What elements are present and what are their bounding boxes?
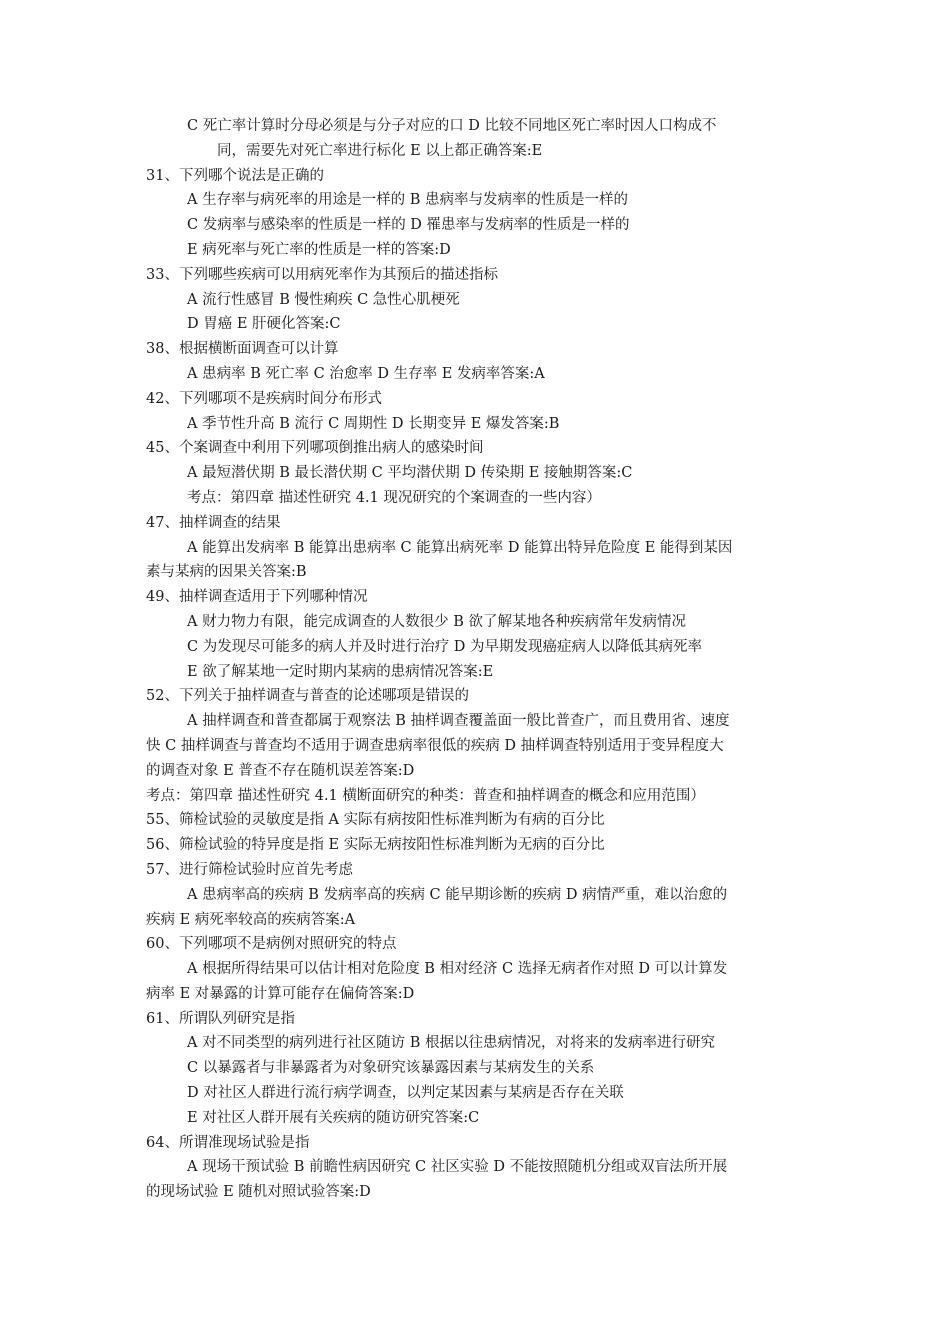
text-line: 同，需要先对死亡率进行标化 E 以上都正确答案:E bbox=[217, 142, 543, 159]
question-heading: 45、个案调查中利用下列哪项倒推出病人的感染时间 bbox=[146, 440, 484, 457]
question-heading: 57、进行筛检试验时应首先考虑 bbox=[146, 861, 353, 878]
question-heading: 64、所谓准现场试验是指 bbox=[146, 1134, 310, 1151]
answer-options: A 患病率高的疾病 B 发病率高的疾病 C 能早期诊断的疾病 D 病情严重，难以治愈的 bbox=[187, 886, 728, 903]
answer-options: A 财力物力有限，能完成调查的人数很少 B 欲了解某地各种疾病常年发病情况 bbox=[187, 613, 686, 630]
answer-options: 的现场试验 E 随机对照试验答案:D bbox=[146, 1184, 371, 1201]
answer-options: A 患病率 B 死亡率 C 治愈率 D 生存率 E 发病率答案:A bbox=[187, 365, 545, 382]
question-heading: 49、抽样调查适用于下列哪种情况 bbox=[146, 589, 368, 606]
answer-options: 素与某病的因果关答案:B bbox=[146, 564, 307, 581]
answer-options: 疾病 E 病死率较高的疾病答案:A bbox=[146, 911, 356, 928]
document-page bbox=[146, 114, 812, 1205]
answer-options: E 欲了解某地一定时期内某病的患病情况答案:E bbox=[187, 663, 494, 680]
question-heading: 33、下列哪些疾病可以用病死率作为其预后的描述指标 bbox=[146, 266, 498, 283]
question-heading: 55、筛检试验的灵敏度是指 A 实际有病按阳性标准判断为有病的百分比 bbox=[146, 812, 605, 829]
exam-point-note: 考点：第四章 描述性研究 4.1 现况研究的个案调查的一些内容） bbox=[187, 489, 601, 506]
answer-options: D 胃癌 E 肝硬化答案:C bbox=[187, 316, 341, 333]
answer-options: A 现场干预试验 B 前瞻性病因研究 C 社区实验 D 不能按照随机分组或双盲法所开展 bbox=[187, 1159, 728, 1176]
answer-options: A 能算出发病率 B 能算出患病率 C 能算出病死率 D 能算出特异危险度 E 能得到某因 bbox=[187, 539, 733, 556]
question-heading: 60、下列哪项不是病例对照研究的特点 bbox=[146, 936, 397, 953]
question-heading: 47、抽样调查的结果 bbox=[146, 514, 281, 531]
answer-options: A 抽样调查和普查都属于观察法 B 抽样调查覆盖面一般比普查广，而且费用省、速度 bbox=[187, 713, 730, 730]
answer-options: E 病死率与死亡率的性质是一样的答案:D bbox=[187, 241, 451, 258]
question-heading: 38、根据横断面调查可以计算 bbox=[146, 341, 339, 358]
question-heading: 61、所谓队列研究是指 bbox=[146, 1010, 295, 1027]
answer-options: 的调查对象 E 普查不存在随机误差答案:D bbox=[146, 762, 415, 779]
answer-options: A 季节性升高 B 流行 C 周期性 D 长期变异 E 爆发答案:B bbox=[187, 415, 560, 432]
question-heading: 42、下列哪项不是疾病时间分布形式 bbox=[146, 390, 382, 407]
answer-options: A 最短潜伏期 B 最长潜伏期 C 平均潜伏期 D 传染期 E 接触期答案:C bbox=[187, 465, 633, 482]
text-line: C 死亡率计算时分母必须是与分子对应的口 D 比较不同地区死亡率时因人口构成不 bbox=[187, 118, 717, 134]
question-heading: 31、下列哪个说法是正确的 bbox=[146, 167, 324, 184]
answer-options: D 对社区人群进行流行病学调查，以判定某因素与某病是否存在关联 bbox=[187, 1085, 624, 1102]
answer-options: C 发病率与感染率的性质是一样的 D 罹患率与发病率的性质是一样的 bbox=[187, 217, 630, 234]
answer-options: 快 C 抽样调查与普查均不适用于调查患病率很低的疾病 D 抽样调查特别适用于变异程度大 bbox=[146, 737, 724, 754]
answer-options: 病率 E 对暴露的计算可能存在偏倚答案:D bbox=[146, 985, 415, 1002]
answer-options: A 对不同类型的病列进行社区随访 B 根据以往患病情况，对将来的发病率进行研究 bbox=[187, 1035, 715, 1052]
answer-options: A 流行性感冒 B 慢性痢疾 C 急性心肌梗死 bbox=[187, 291, 460, 308]
answer-options: A 根据所得结果可以估计相对危险度 B 相对经济 C 选择无病者作对照 D 可以计算发 bbox=[187, 961, 728, 978]
question-heading: 56、筛检试验的特异度是指 E 实际无病按阳性标准判断为无病的百分比 bbox=[146, 837, 605, 854]
answer-options: C 为发现尽可能多的病人并及时进行治疗 D 为早期发现癌症病人以降低其病死率 bbox=[187, 638, 703, 655]
exam-point-note: 考点：第四章 描述性研究 4.1 横断面研究的种类：普查和抽样调查的概念和应用范围） bbox=[146, 787, 705, 804]
answer-options: E 对社区人群开展有关疾病的随访研究答案:C bbox=[187, 1109, 480, 1126]
question-heading: 52、下列关于抽样调查与普查的论述哪项是错误的 bbox=[146, 688, 469, 705]
answer-options: A 生存率与病死率的用途是一样的 B 患病率与发病率的性质是一样的 bbox=[187, 192, 628, 209]
answer-options: C 以暴露者与非暴露者为对象研究该暴露因素与某病发生的关系 bbox=[187, 1060, 595, 1077]
